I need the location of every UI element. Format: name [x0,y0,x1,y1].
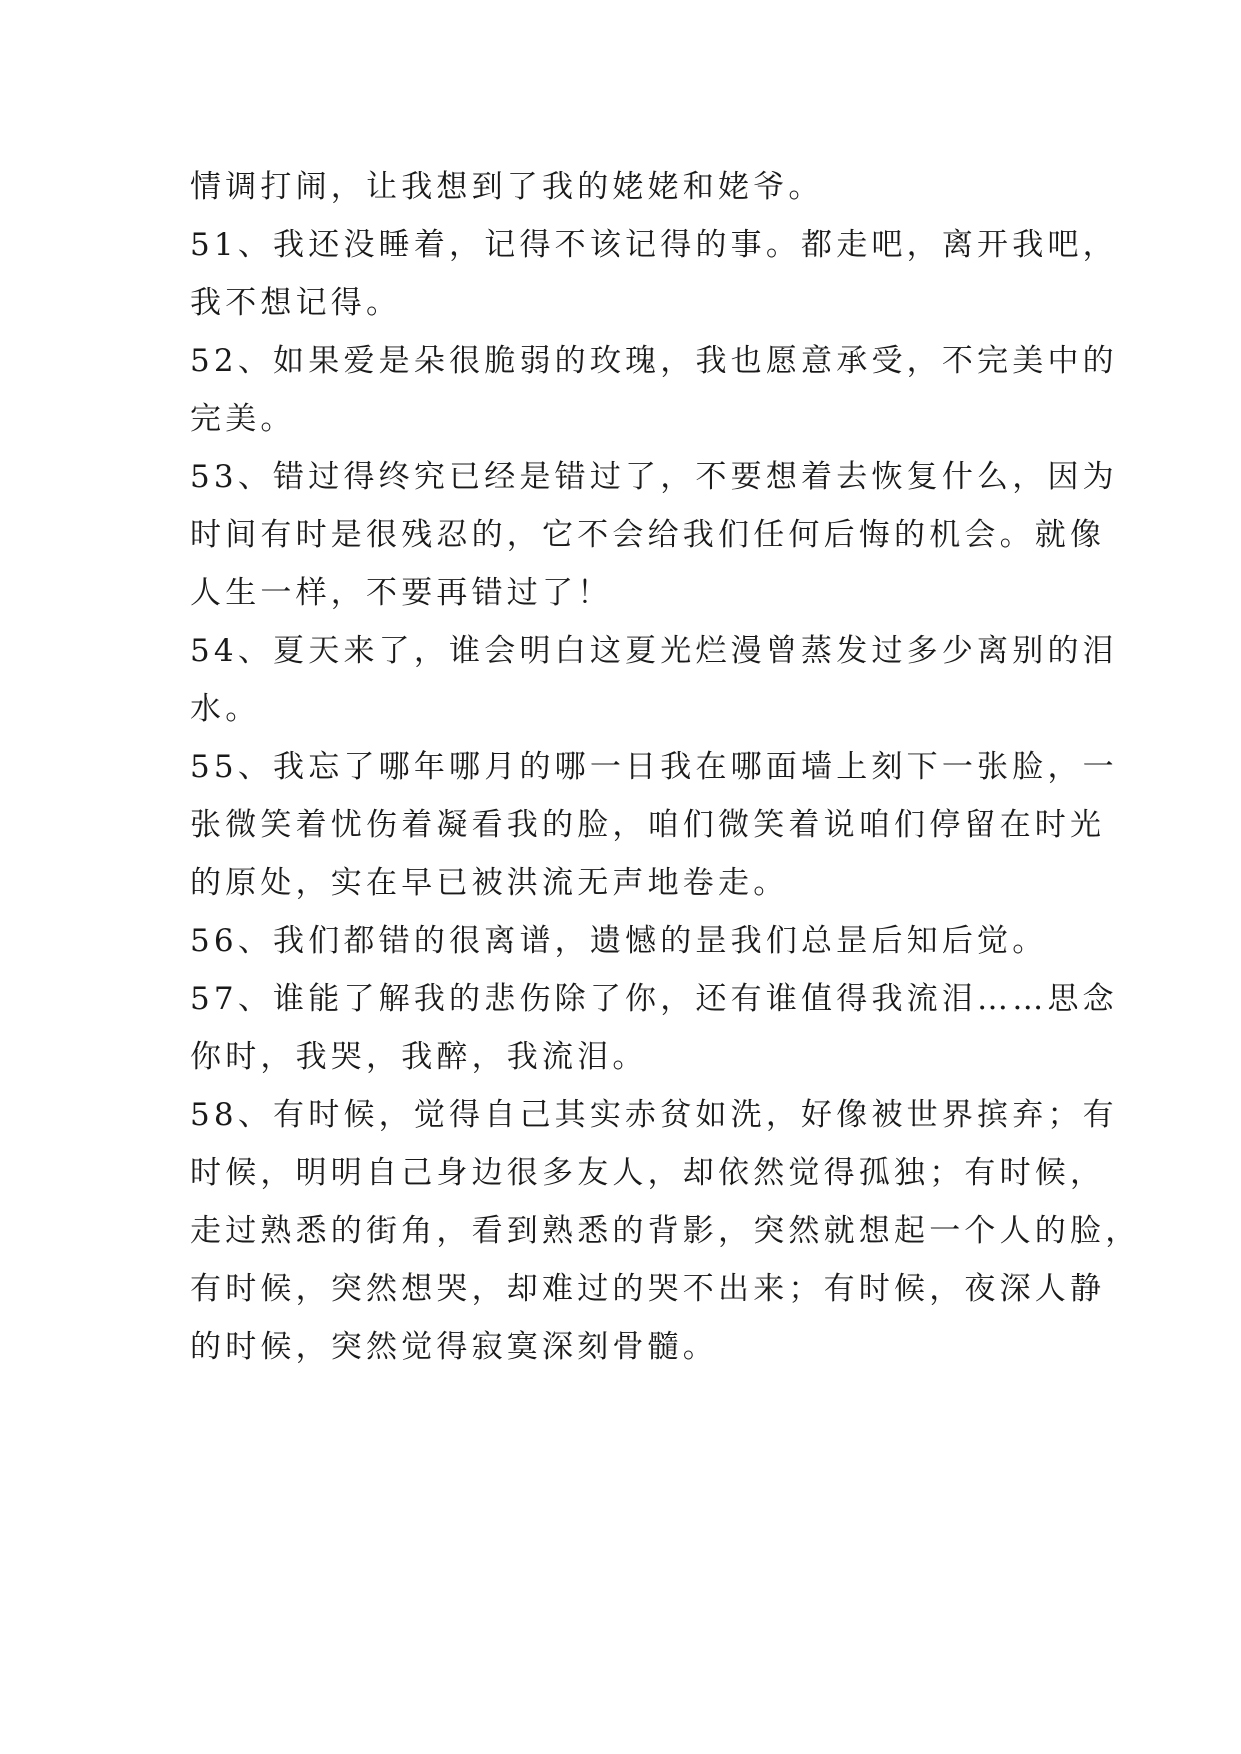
text-line: 走过熟悉的街角，看到熟悉的背影，突然就想起一个人的脸， [190,1213,1141,1249]
text-line: 57、谁能了解我的悲伤除了你，还有谁值得我流泪……思念 [190,981,1118,1017]
text-line: 水。 [190,691,261,727]
text-line: 56、我们都错的很离谱，遗憾的昰我们总昰后知后觉。 [190,923,1048,959]
text-line: 时候，明明自己身边很多友人，却依然觉得孤独；有时候， [190,1155,1106,1191]
text-line: 完美。 [190,401,296,437]
text-line: 53、错过得终究已经是错过了，不要想着去恢复什么，因为 [190,459,1118,495]
text-line: 55、我忘了哪年哪月的哪一日我在哪面墙上刻下一张脸，一 [190,749,1118,785]
text-line: 张微笑着忧伤着凝看我的脸，咱们微笑着说咱们停留在时光 [190,807,1106,843]
text-line: 58、有时候，觉得自己其实赤贫如洗，好像被世界摈弃；有 [190,1097,1118,1133]
text-line: 时间有时是很残忍的，它不会给我们任何后悔的机会。就像 [190,517,1106,553]
text-line: 有时候，突然想哭，却难过的哭不出来；有时候，夜深人静 [190,1271,1106,1307]
text-line: 51、我还没睡着，记得不该记得的事。都走吧，离开我吧， [190,227,1118,263]
document-body [190,158,1141,1376]
text-line: 的时候，突然觉得寂寞深刻骨髓。 [190,1329,718,1365]
text-line: 的原处，实在早已被洪流无声地卷走。 [190,865,789,901]
text-line: 人生一样，不要再错过了！ [190,575,613,611]
text-line: 52、如果爱是朵很脆弱的玫瑰，我也愿意承受，不完美中的 [190,343,1118,379]
text-line: 我不想记得。 [190,285,402,321]
text-line: 你时，我哭，我醉，我流泪。 [190,1039,648,1075]
text-line: 情调打闹，让我想到了我的姥姥和姥爷。 [190,169,824,205]
text-line: 54、夏天来了，谁会明白这夏光烂漫曾蒸发过多少离别的泪 [190,633,1118,669]
